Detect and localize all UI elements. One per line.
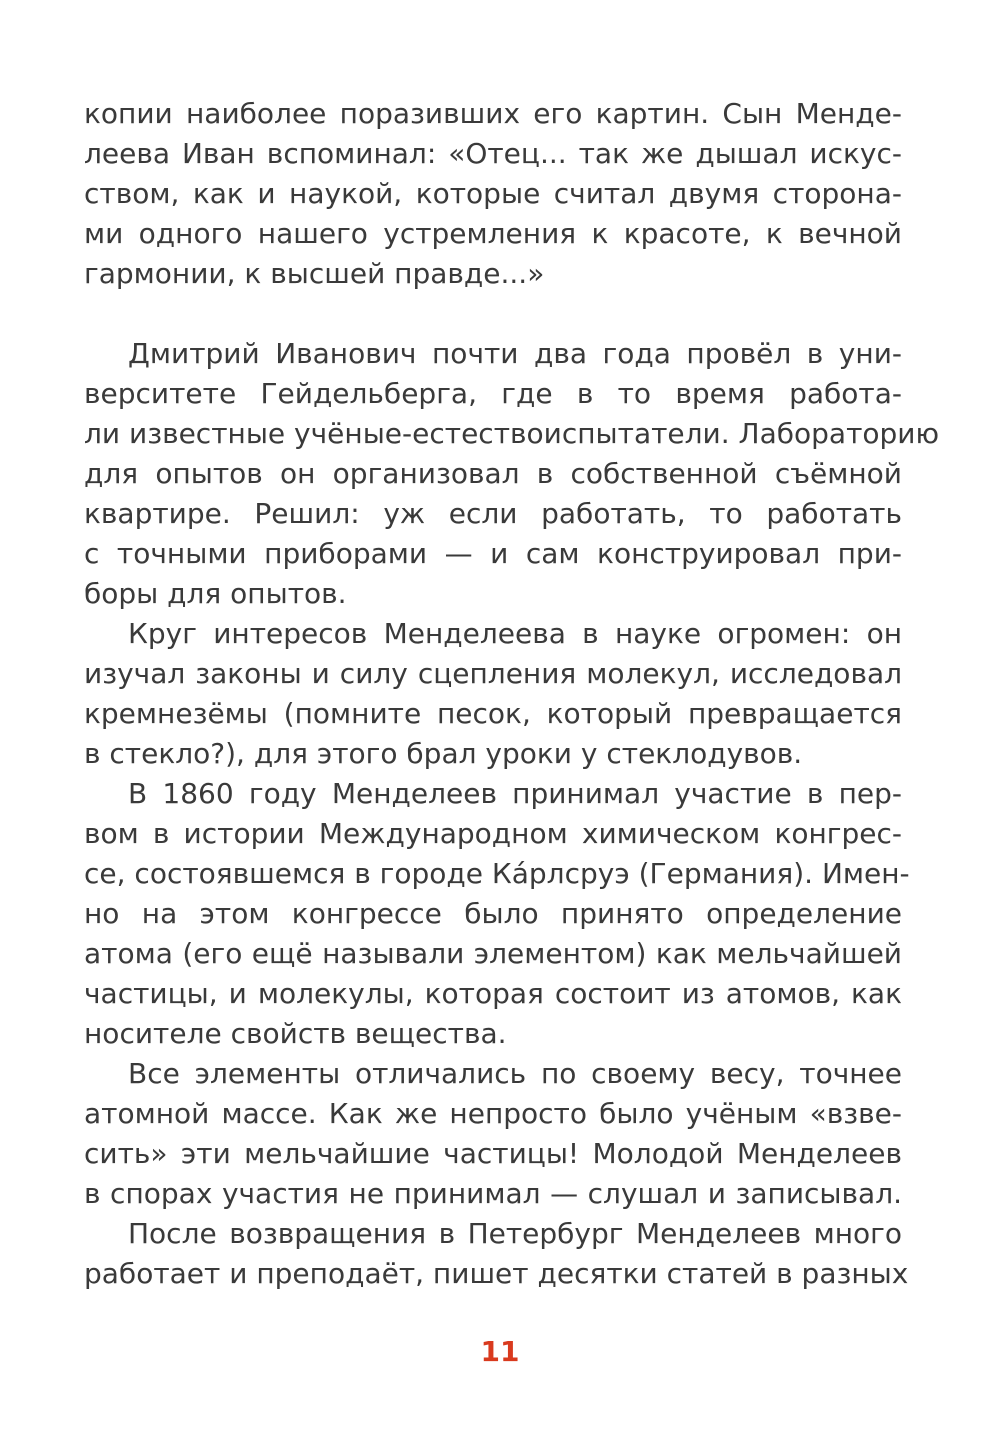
text-line: ли известные учёные-естествоиспытатели. Лабораторию bbox=[84, 417, 940, 450]
text-line: изучал законы и силу сцепления молекул, исследовал bbox=[84, 657, 902, 690]
text-line: В 1860 году Менделеев принимал участие в пер- bbox=[128, 777, 902, 810]
text-line: с точными приборами — и сам конструировал при- bbox=[84, 537, 902, 570]
paragraph-1 bbox=[84, 94, 902, 294]
text-line: работает и преподаёт, пишет десятки статей в разных bbox=[84, 1257, 909, 1290]
text-line: верситете Гейдельберга, где в то время работа- bbox=[84, 377, 902, 410]
paragraph-6 bbox=[84, 1214, 909, 1294]
text-line: После возвращения в Петербург Менделеев много bbox=[128, 1217, 902, 1250]
text-line: частицы, и молекулы, которая состоит из атомов, как bbox=[84, 977, 902, 1010]
text-line: леева Иван вспоминал: «Отец... так же дышал искус- bbox=[84, 137, 902, 170]
text-line: боры для опытов. bbox=[84, 577, 347, 610]
text-line: атомной массе. Как же непросто было учёным «взве- bbox=[84, 1097, 902, 1130]
text-line: вом в истории Международном химическом конгрес- bbox=[84, 817, 902, 850]
paragraph-spacer bbox=[84, 294, 902, 334]
text-line: Все элементы отличались по своему весу, точнее bbox=[128, 1057, 902, 1090]
text-line: се, состоявшемся в городе Ка́рлсруэ (Германия). Имен- bbox=[84, 857, 910, 890]
text-line: но на этом конгрессе было принято определение bbox=[84, 897, 902, 930]
text-line: ством, как и наукой, которые считал двумя сторона- bbox=[84, 177, 902, 210]
body-text bbox=[84, 94, 940, 1294]
text-line: Круг интересов Менделеева в науке огромен: он bbox=[128, 617, 902, 650]
paragraph-5 bbox=[84, 1054, 902, 1214]
text-line: квартире. Решил: уж если работать, то работать bbox=[84, 497, 902, 530]
text-line: в спорах участия не принимал — слушал и записывал. bbox=[84, 1177, 902, 1210]
paragraph-4 bbox=[84, 774, 910, 1054]
text-line: гармонии, к высшей правде...» bbox=[84, 257, 545, 290]
text-line: атома (его ещё называли элементом) как мельчайшей bbox=[84, 937, 902, 970]
text-line: для опытов он организовал в собственной съёмной bbox=[84, 457, 902, 490]
text-line: сить» эти мельчайшие частицы! Молодой Менделеев bbox=[84, 1137, 902, 1170]
paragraph-2 bbox=[84, 334, 940, 614]
text-line: копии наиболее поразивших его картин. Сын Менде- bbox=[84, 97, 902, 130]
text-line: ми одного нашего устремления к красоте, к вечной bbox=[84, 217, 902, 250]
page-number: 11 bbox=[480, 1335, 520, 1368]
paragraph-3 bbox=[84, 614, 902, 774]
text-line: Дмитрий Иванович почти два года провёл в уни- bbox=[128, 337, 902, 370]
text-line: носителе свойств вещества. bbox=[84, 1017, 507, 1050]
text-line: в стекло?), для этого брал уроки у стеклодувов. bbox=[84, 737, 803, 770]
text-line: кремнезёмы (помните песок, который превращается bbox=[84, 697, 902, 730]
